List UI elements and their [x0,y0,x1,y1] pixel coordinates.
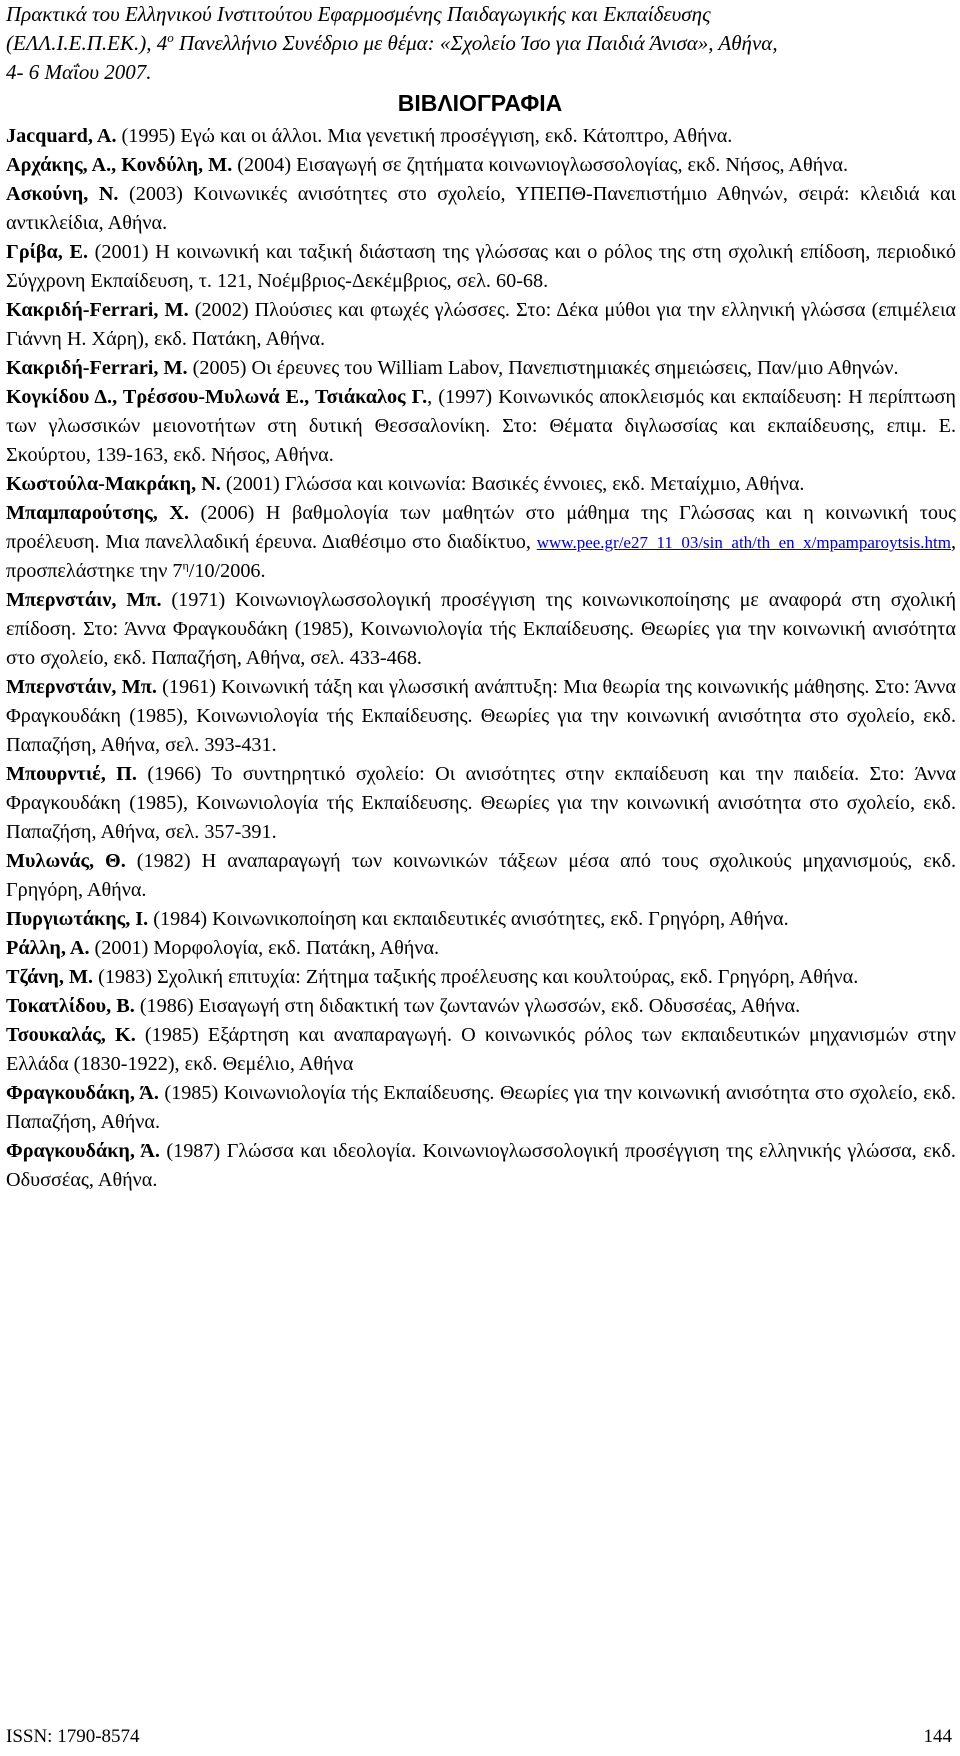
reference-text: (1987) Γλώσσα και ιδεολογία. Κοινωνιογλωσσολογική προσέγγιση της ελληνικής γλώσσα, εκδ. Οδυσσέας, Αθήνα. [6,1140,956,1191]
reference-text: (2002) Πλούσιες και φτωχές γλώσσες. Στο: Δέκα μύθοι για την ελληνική γλώσσα (επιμέλεια Γιάννη Η. Χάρη), εκδ. Πατάκη, Αθήνα. [6,299,956,350]
proceedings-header [6,0,956,87]
reference-author: Πυργιωτάκης, Ι. [6,908,149,930]
reference-author: Ασκούνη, Ν. [6,183,119,205]
reference-text: (1982) Η αναπαραγωγή των κοινωνικών τάξεων μέσα από τους σχολικούς μηχανισμούς, εκδ. Γρηγόρη, Αθήνα. [6,850,957,901]
reference-author: Αρχάκης, Α., Κονδύλη, Μ. [6,154,233,176]
reference-text: (2001) Η κοινωνική και ταξική διάσταση της γλώσσας και ο ρόλος της στη σχολική επίδοση, περιοδικό Σύγχρονη Εκπαίδευση, τ. 121, Νοέμβριος-Δεκέμβριος, σελ. 60-68. [6,241,957,292]
reference-author: Τσουκαλάς, Κ. [6,1024,136,1046]
reference-entry [6,905,956,934]
reference-accessed-date: /10/2006. [188,560,266,582]
reference-author: Μπουρντιέ, Π. [6,763,137,785]
reference-text: (1984) Κοινωνικοποίηση και εκπαιδευτικές ανισότητες, εκδ. Γρηγόρη, Αθήνα. [148,908,789,930]
reference-entry [6,760,956,847]
reference-author: Μυλωνάς, Θ. [6,850,126,872]
reference-accessed-text: , προσπελάστηκε την 7 [6,531,956,582]
reference-author: Τοκατλίδου, Β. [6,995,135,1017]
reference-text: (2001) Μορφολογία, εκδ. Πατάκη, Αθήνα. [89,937,440,959]
header-line-1: Πρακτικά του Ελληνικού Ινστιτούτου Εφαρμοσμένης Παιδαγωγικής και Εκπαίδευσης [6,2,711,26]
reference-author: Μπερνστάιν, Μπ. [6,676,157,698]
bibliography-title: ΒΙΒΛΙΟΓΡΑΦΙΑ [397,90,563,116]
reference-entry [6,383,956,470]
reference-entry [6,992,956,1021]
reference-author: Κακριδή-Ferrari, Μ. [6,299,189,321]
header-line-2-pre: (ΕΛΛ.Ι.Ε.Π.ΕΚ.), 4 [6,31,168,55]
header-line-2 [6,29,956,58]
reference-entry [6,296,956,354]
reference-author: Κογκίδου Δ., Τρέσσου-Μυλωνά Ε., Τσιάκαλος Γ. [6,386,428,408]
reference-entry [6,963,956,992]
reference-entry [6,673,956,760]
reference-text: (1961) Κοινωνική τάξη και γλωσσική ανάπτυξη: Μια θεωρία της κοινωνικής μάθησης. Στο: Άννα Φραγκουδάκη (1985), Κοινωνιολογία τής Εκπαίδευσης. Θεωρίες για την κοινωνική ανισότητα στο σχολείο, εκδ. Παπαζήση, Αθήνα, σελ. 393-431. [6,676,956,756]
reference-author: Κωστούλα-Μακράκη, Ν. [6,473,221,495]
reference-text: (2004) Εισαγωγή σε ζητήματα κοινωνιογλωσσολογίας, εκδ. Νήσος, Αθήνα. [232,154,848,176]
header-line-2-post: Πανελλήνιο Συνέδριο με θέμα: «Σχολείο Ίσο για Παιδιά Άνισα», Αθήνα, [173,31,778,55]
reference-text: (2001) Γλώσσα και κοινωνία: Βασικές έννοιες, εκδ. Μεταίχμιο, Αθήνα. [220,473,805,495]
reference-entry [6,151,956,180]
issn-label: ISSN: 1790-8574 [6,1726,140,1747]
reference-list [6,122,956,1195]
reference-author: Γρίβα, Ε. [6,241,89,263]
reference-text: (1985) Κοινωνιολογία τής Εκπαίδευσης. Θεωρίες για την κοινωνική ανισότητα στο σχολείο, εκδ. Παπαζήση, Αθήνα. [6,1082,956,1133]
reference-text: (1995) Εγώ και οι άλλοι. Μια γενετική προσέγγιση, εκδ. Κάτοπτρο, Αθήνα. [116,125,733,147]
reference-text: (2006) Η βαθμολογία των μαθητών στο μάθημα της Γλώσσας και η κοινωνική τους προέλευση. Μια πανελλαδική έρευνα. Διαθέσιμο στο διαδίκτυο, [6,502,956,553]
reference-entry [6,1079,956,1137]
reference-author: Μπερνστάιν, Μπ. [6,589,162,611]
reference-entry [6,122,956,151]
reference-entry [6,180,956,238]
reference-entry [6,1137,956,1195]
header-ordinal-sup: ο [167,30,174,45]
reference-entry [6,1021,956,1079]
reference-text: (1985) Εξάρτηση και αναπαραγωγή. Ο κοινωνικός ρόλος των εκπαιδευτικών μηχανισμών στην Ελλάδα (1830-1922), εκδ. Θεμέλιο, Αθήνα [6,1024,956,1075]
reference-text: (1986) Εισαγωγή στη διδακτική των ζωντανών γλωσσών, εκδ. Οδυσσέας, Αθήνα. [134,995,801,1017]
reference-author: Φραγκουδάκη, Ά. [6,1082,159,1104]
reference-entry [6,934,956,963]
reference-author: Μπαμπαρούτσης, Χ. [6,502,190,524]
reference-author: Ράλλη, Α. [6,937,90,959]
page-footer [6,1726,952,1748]
reference-author: Jacquard, A. [6,125,117,147]
reference-entry [6,470,956,499]
reference-entry [6,586,956,673]
reference-author: Τζάνη, Μ. [6,966,94,988]
reference-author: Κακριδή-Ferrari, Μ. [6,357,188,379]
reference-text: (1983) Σχολική επιτυχία: Ζήτημα ταξικής προέλευσης και κουλτούρας, εκδ. Γρηγόρη, Αθήνα. [93,966,859,988]
reference-entry [6,238,956,296]
page-number: 144 [923,1726,952,1747]
reference-url-link[interactable]: www.pee.gr/e27_11_03/sin_ath/th_en_x/mpamparoytsis.htm [536,533,951,552]
reference-text: (2003) Κοινωνικές ανισότητες στο σχολείο, ΥΠΕΠΘ-Πανεπιστήμιο Αθηνών, σειρά: κλειδιά και αντικλείδια, Αθήνα. [6,183,957,234]
header-line-3: 4- 6 Μαΐου 2007. [6,60,152,84]
reference-text: (2005) Οι έρευνες του William Labov, Πανεπιστημιακές σημειώσεις, Παν/μιο Αθηνών. [187,357,899,379]
reference-author: Φραγκουδάκη, Ά. [6,1140,160,1162]
reference-text: (1966) Το συντηρητικό σχολείο: Οι ανισότητες στην εκπαίδευση και την παιδεία. Στο: Άννα Φραγκουδάκη (1985), Κοινωνιολογία τής Εκπαίδευσης. Θεωρίες για την κοινωνική ανισότητα στο σχολείο, εκδ. Παπαζήση, Αθήνα, σελ. 357-391. [6,763,956,843]
reference-entry [6,354,956,383]
reference-text: , (1997) Κοινωνικός αποκλεισμός και εκπαίδευση: Η περίπτωση των γλωσσικών μειονοτήτων στη δυτική Θεσσαλονίκη. Στο: Θέματα διγλωσσίας και εκπαίδευσης, επιμ. Ε. Σκούρτου, 139-163, εκδ. Νήσος, Αθήνα. [6,386,956,466]
reference-entry [6,847,956,905]
reference-ordinal-sup: η [182,558,189,573]
reference-entry [6,499,956,586]
reference-text: (1971) Κοινωνιογλωσσολογική προσέγγιση της κοινωνικοποίησης με αναφορά στη σχολική επίδοση. Στο: Άννα Φραγκουδάκη (1985), Κοινωνιολογία τής Εκπαίδευσης. Θεωρίες για την κοινωνική ανισότητα στο σχολείο, εκδ. Παπαζήση, Αθήνα, σελ. 433-468. [6,589,957,669]
